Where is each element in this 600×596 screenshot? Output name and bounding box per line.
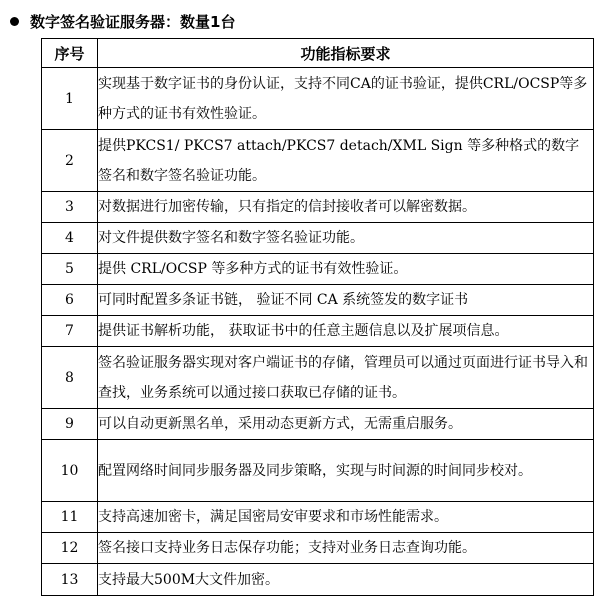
table-row xyxy=(42,285,594,316)
row-number: 1 xyxy=(42,68,98,130)
row-number: 12 xyxy=(42,533,98,564)
table-row xyxy=(42,223,594,254)
row-requirement: 配置网络时间同步服务器及同步策略，实现与时间源的时间同步校对。 xyxy=(98,440,594,502)
table-row xyxy=(42,68,594,130)
row-requirement: 可同时配置多条证书链， 验证不同 CA 系统签发的数字证书 xyxy=(98,285,594,316)
row-number: 4 xyxy=(42,223,98,254)
row-number: 10 xyxy=(42,440,98,502)
table-row xyxy=(42,564,594,596)
row-number: 2 xyxy=(42,130,98,192)
header-requirement: 功能指标要求 xyxy=(98,39,594,68)
row-requirement: 对文件提供数字签名和数字签名验证功能。 xyxy=(98,223,594,254)
table-row xyxy=(42,440,594,502)
row-number: 13 xyxy=(42,564,98,596)
row-requirement: 提供证书解析功能， 获取证书中的任意主题信息以及扩展项信息。 xyxy=(98,316,594,347)
row-number: 7 xyxy=(42,316,98,347)
requirements-table xyxy=(41,38,594,596)
table-row xyxy=(42,347,594,409)
table-row xyxy=(42,192,594,223)
table-row xyxy=(42,316,594,347)
table-row xyxy=(42,502,594,533)
row-requirement: 支持高速加密卡，满足国密局安审要求和市场性能需求。 xyxy=(98,502,594,533)
heading-text: 数字签名验证服务器：数量1台 xyxy=(30,12,236,31)
row-number: 6 xyxy=(42,285,98,316)
header-number: 序号 xyxy=(42,39,98,68)
row-number: 3 xyxy=(42,192,98,223)
table-row xyxy=(42,533,594,564)
table-row xyxy=(42,254,594,285)
row-number: 11 xyxy=(42,502,98,533)
row-requirement: 对数据进行加密传输，只有指定的信封接收者可以解密数据。 xyxy=(98,192,594,223)
row-requirement: 支持最大500M大文件加密。 xyxy=(98,564,594,596)
bullet-icon xyxy=(10,17,19,26)
row-number: 9 xyxy=(42,409,98,440)
row-requirement: 实现基于数字证书的身份认证，支持不同CA的证书验证，提供CRL/OCSP等多种方式的证书有效性验证。 xyxy=(98,68,594,130)
row-number: 8 xyxy=(42,347,98,409)
row-requirement: 提供 CRL/OCSP 等多种方式的证书有效性验证。 xyxy=(98,254,594,285)
row-requirement: 签名验证服务器实现对客户端证书的存储，管理员可以通过页面进行证书导入和查找，业务系统可以通过接口获取已存储的证书。 xyxy=(98,347,594,409)
table-row xyxy=(42,130,594,192)
table-header-row xyxy=(42,39,594,68)
table-row xyxy=(42,409,594,440)
row-requirement: 签名接口支持业务日志保存功能；支持对业务日志查询功能。 xyxy=(98,533,594,564)
section-heading xyxy=(8,8,235,34)
row-requirement: 提供PKCS1/ PKCS7 attach/PKCS7 detach/XML Sign 等多种格式的数字签名和数字签名验证功能。 xyxy=(98,130,594,192)
row-number: 5 xyxy=(42,254,98,285)
row-requirement: 可以自动更新黑名单，采用动态更新方式，无需重启服务。 xyxy=(98,409,594,440)
